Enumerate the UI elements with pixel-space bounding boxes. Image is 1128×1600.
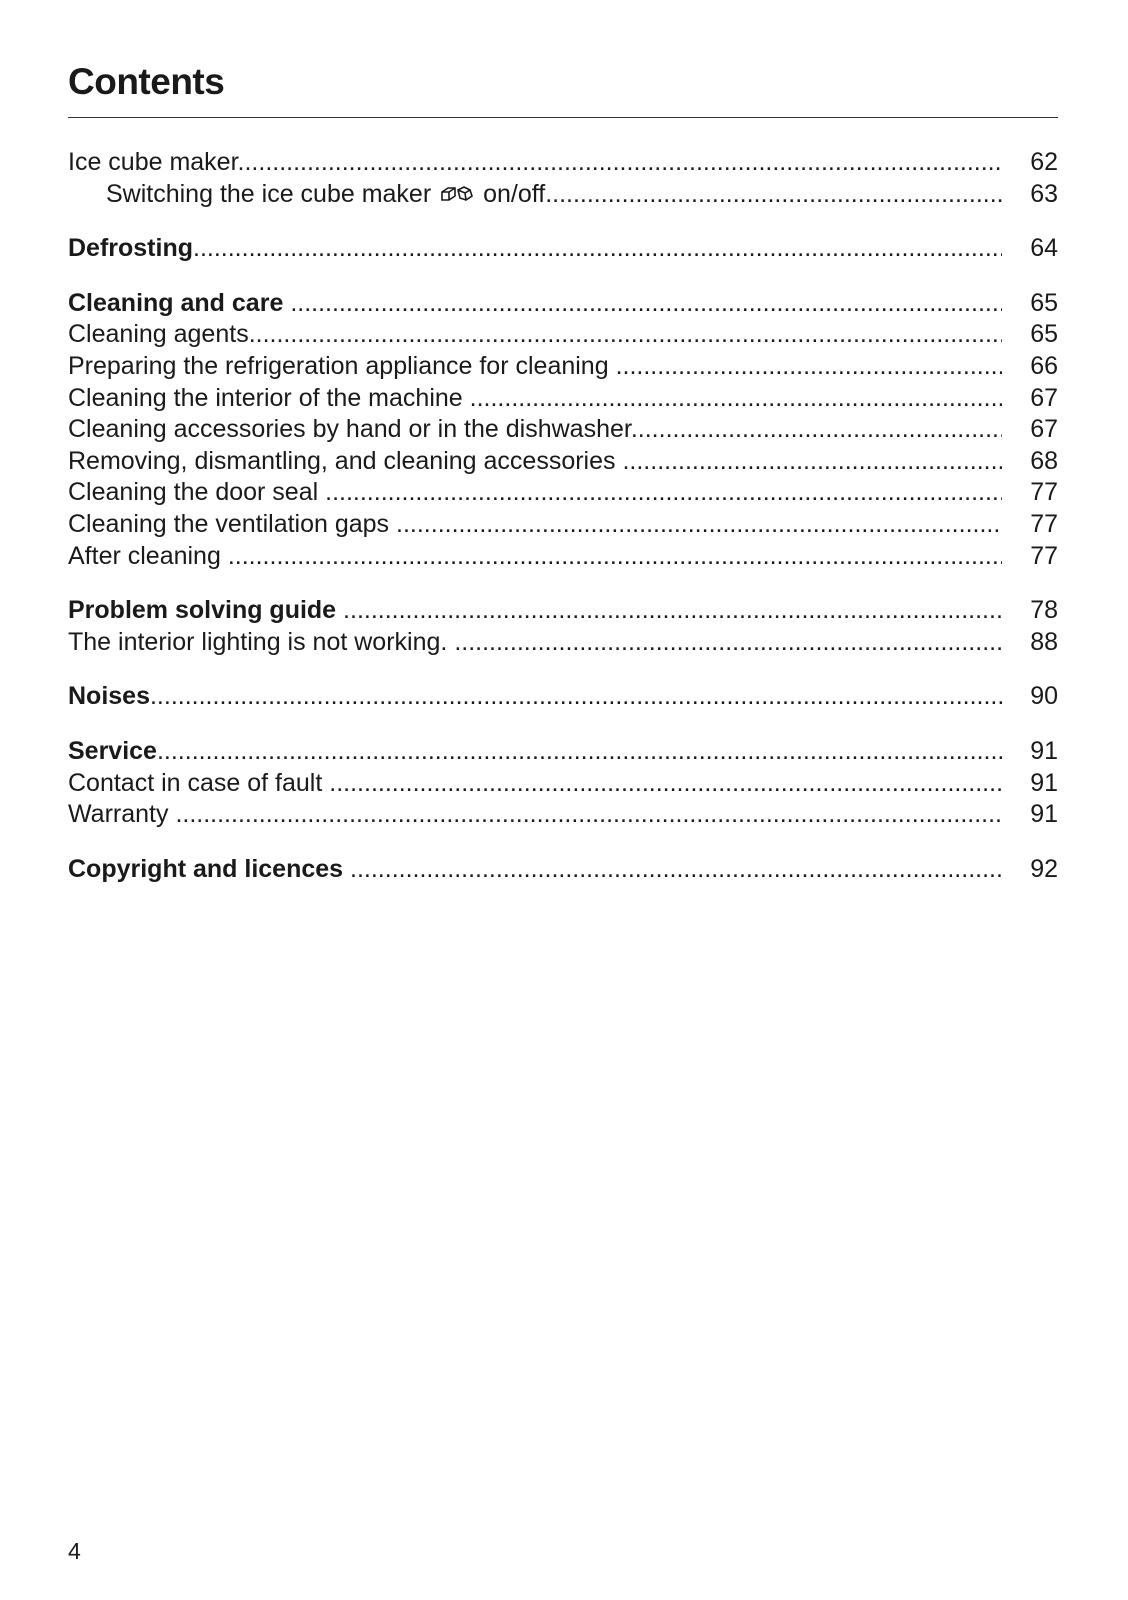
toc-entry-noises[interactable] xyxy=(68,681,1058,713)
page-number: 4 xyxy=(68,1538,81,1564)
toc-entry-label: Cleaning agents xyxy=(68,320,249,349)
toc-entry-page: 91 xyxy=(1002,799,1058,831)
ice-cube-icon xyxy=(440,180,474,211)
toc-entry-label: Ice cube maker xyxy=(68,148,238,176)
toc-entry-warranty[interactable] xyxy=(68,799,1058,831)
toc-entry-contact-fault[interactable] xyxy=(68,768,1058,800)
toc-entry-page: 66 xyxy=(1002,351,1058,383)
toc-entry-cleaning-ventilation[interactable] xyxy=(68,509,1058,541)
toc-entry-preparing-appliance[interactable] xyxy=(68,351,1058,383)
toc-entry-copyright[interactable] xyxy=(68,854,1058,886)
toc-entry-label: Cleaning accessories by hand or in the dishwasher xyxy=(68,415,631,444)
toc-entry-page: 91 xyxy=(1002,768,1058,800)
toc-entry-label: Noises xyxy=(68,682,150,711)
toc-entry-page: 67 xyxy=(1002,414,1058,446)
toc-entry-label: Warranty xyxy=(68,800,169,829)
toc-entry-page: 63 xyxy=(1002,179,1058,211)
toc-entry-page: 77 xyxy=(1002,509,1058,541)
toc-entry-after-cleaning[interactable] xyxy=(68,541,1058,573)
toc-entry-page: 90 xyxy=(1002,681,1058,713)
toc-entry-cleaning-interior[interactable] xyxy=(68,383,1058,415)
toc-entry-page: 91 xyxy=(1002,736,1058,768)
toc-entry-page: 92 xyxy=(1002,854,1058,886)
table-of-contents xyxy=(68,147,1058,885)
toc-entry-label: Cleaning the door seal xyxy=(68,478,319,507)
toc-entry-label: Cleaning the ventilation gaps xyxy=(68,509,390,538)
toc-entry-page: 68 xyxy=(1002,446,1058,478)
toc-entry-page: 88 xyxy=(1002,627,1058,659)
toc-entry-problem-solving[interactable] xyxy=(68,595,1058,627)
toc-entry-page: 65 xyxy=(1002,288,1058,320)
toc-entry-page: 78 xyxy=(1002,595,1058,627)
toc-entry-interior-lighting[interactable] xyxy=(68,627,1058,659)
toc-entry-label: Contact in case of fault xyxy=(68,768,323,797)
toc-entry-label: Service xyxy=(68,736,157,765)
toc-entry-page: 77 xyxy=(1002,541,1058,573)
toc-entry-label: Removing, dismantling, and cleaning accessories xyxy=(68,446,616,475)
toc-entry-cleaning-door-seal[interactable] xyxy=(68,477,1058,509)
toc-entry-page: 65 xyxy=(1002,319,1058,351)
toc-entry-label: Copyright and licences xyxy=(68,854,344,883)
toc-entry-switching-ice-cube-maker[interactable] xyxy=(68,179,1058,211)
toc-entry-label: The interior lighting is not working. xyxy=(68,627,448,656)
toc-entry-label: Cleaning the interior of the machine xyxy=(68,383,463,412)
toc-entry-label: Preparing the refrigeration appliance for cleaning xyxy=(68,351,609,380)
toc-entry-label: Cleaning and care xyxy=(68,288,284,317)
toc-entry-label: After cleaning xyxy=(68,541,221,570)
toc-entry-cleaning-accessories[interactable] xyxy=(68,414,1058,446)
toc-entry-label-suffix: on/off xyxy=(483,179,546,208)
toc-entry-page: 67 xyxy=(1002,383,1058,415)
toc-entry-cleaning-and-care[interactable] xyxy=(68,288,1058,320)
toc-entry-page: 64 xyxy=(1002,233,1058,265)
toc-entry-ice-cube-maker[interactable] xyxy=(68,147,1058,179)
toc-entry-service[interactable] xyxy=(68,736,1058,768)
toc-entry-label: Switching the ice cube maker xyxy=(106,179,432,208)
toc-entry-page: 77 xyxy=(1002,477,1058,509)
page-title: Contents xyxy=(68,61,225,102)
toc-entry-defrosting[interactable] xyxy=(68,233,1058,265)
title-divider xyxy=(68,117,1058,118)
toc-entry-cleaning-agents[interactable] xyxy=(68,319,1058,351)
toc-entry-label: Defrosting xyxy=(68,234,193,263)
toc-entry-removing-accessories[interactable] xyxy=(68,446,1058,478)
toc-entry-label: Problem solving guide xyxy=(68,596,337,625)
toc-entry-page: 62 xyxy=(1002,147,1058,179)
